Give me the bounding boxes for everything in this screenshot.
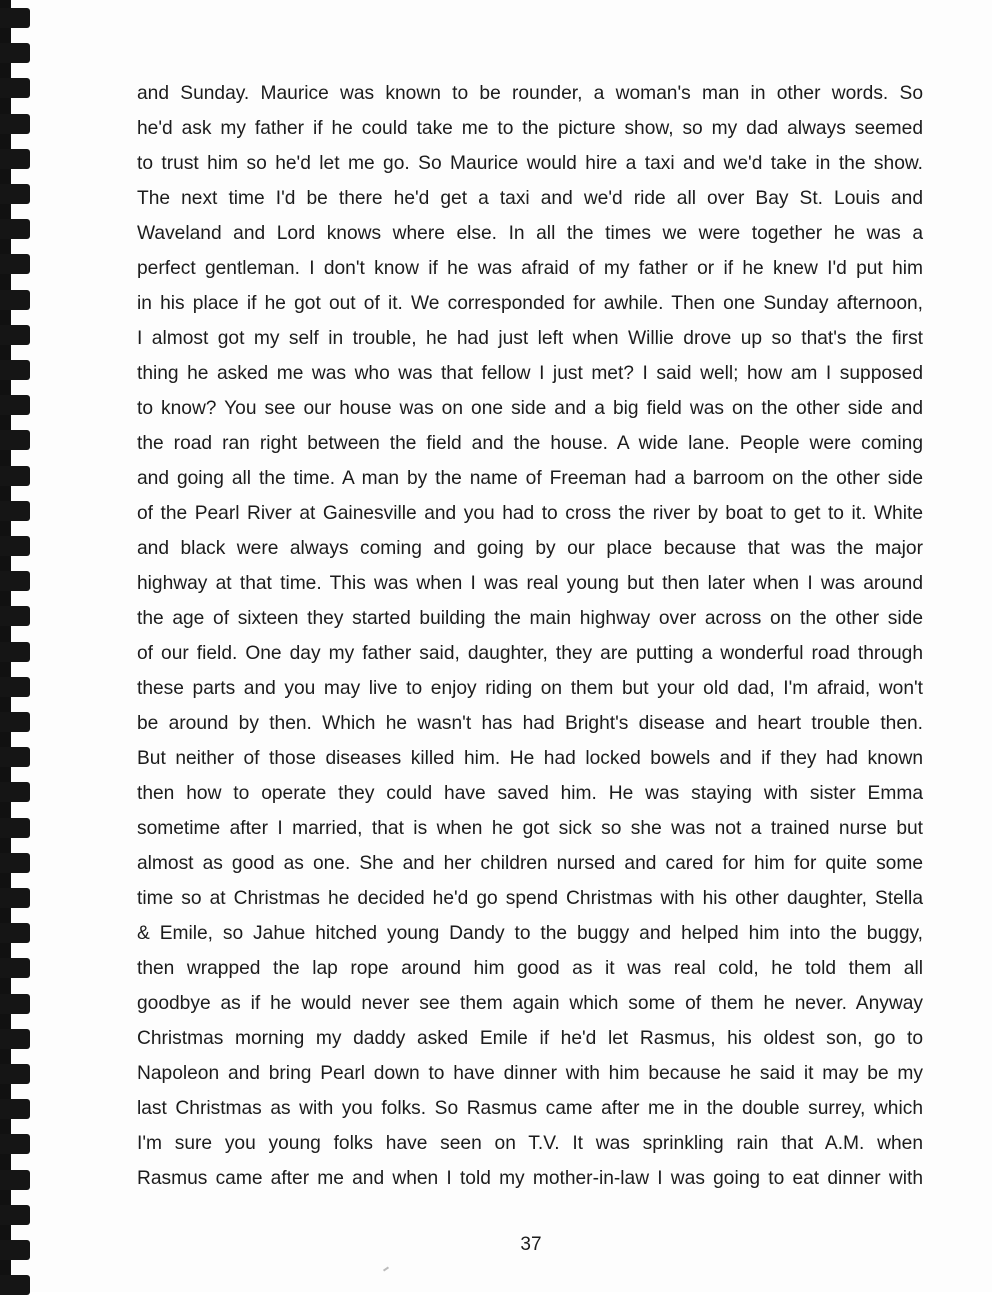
text-line: and black were always coming and going by our place because that was the major xyxy=(137,538,923,559)
binding-tooth xyxy=(0,430,30,450)
text-line: The next time I'd be there he'd get a taxi and we'd ride all over Bay St. Louis and xyxy=(137,188,923,209)
binding-tooth xyxy=(0,818,30,838)
text-line: thing he asked me was who was that fellow I just met? I said well; how am I supposed xyxy=(137,363,923,384)
text-line: he'd ask my father if he could take me to the picture show, so my dad always seemed xyxy=(137,118,923,139)
binding-tooth xyxy=(0,1275,30,1295)
binding-tooth xyxy=(0,782,30,802)
paper-speck xyxy=(383,1266,389,1271)
binding-tooth xyxy=(0,712,30,732)
text-line: and Sunday. Maurice was known to be rounder, a woman's man in other words. So xyxy=(137,83,923,104)
binding-tooth xyxy=(0,325,30,345)
binding-tooth xyxy=(0,923,30,943)
text-line: perfect gentleman. I don't know if he was afraid of my father or if he knew I'd put him xyxy=(137,258,923,279)
binding-tooth xyxy=(0,958,30,978)
text-line: the age of sixteen they started building the main highway over across on the other side xyxy=(137,608,923,629)
text-line: and going all the time. A man by the name of Freeman had a barroom on the other side xyxy=(137,468,923,489)
text-line: highway at that time. This was when I was real young but then later when I was around xyxy=(137,573,923,594)
binding-tooth xyxy=(0,888,30,908)
binding-tooth xyxy=(0,501,30,521)
binding-tooth xyxy=(0,1064,30,1084)
binding-tooth xyxy=(0,1029,30,1049)
binding-tooth xyxy=(0,114,30,134)
binding-tooth xyxy=(0,219,30,239)
page-number: 37 xyxy=(520,1234,542,1255)
text-line: goodbye as if he would never see them again which some of them he never. Anyway xyxy=(137,993,923,1014)
binding-tooth xyxy=(0,853,30,873)
binding-tooth xyxy=(0,78,30,98)
text-line: Napoleon and bring Pearl down to have dinner with him because he said it may be my xyxy=(137,1063,923,1084)
text-line: of the Pearl River at Gainesville and you had to cross the river by boat to get to it. White xyxy=(137,503,923,524)
text-line: these parts and you may live to enjoy riding on them but your old dad, I'm afraid, won't xyxy=(137,678,923,699)
text-line: last Christmas as with you folks. So Rasmus came after me in the double surrey, which xyxy=(137,1098,923,1119)
text-line: & Emile, so Jahue hitched young Dandy to the buggy and helped him into the buggy, xyxy=(137,923,923,944)
binding-tooth xyxy=(0,360,30,380)
spiral-binding xyxy=(0,0,34,1292)
binding-tooth xyxy=(0,994,30,1014)
text-line: of our field. One day my father said, daughter, they are putting a wonderful road through xyxy=(137,643,923,664)
text-line: then how to operate they could have saved him. He was staying with sister Emma xyxy=(137,783,923,804)
binding-tooth xyxy=(0,747,30,767)
binding-tooth xyxy=(0,184,30,204)
binding-tooth xyxy=(0,1134,30,1154)
binding-tooth xyxy=(0,8,30,28)
text-line: I'm sure you young folks have seen on T.V. It was sprinkling rain that A.M. when xyxy=(137,1133,923,1154)
binding-tooth xyxy=(0,571,30,591)
binding-tooth xyxy=(0,254,30,274)
text-line: Waveland and Lord knows where else. In all the times we were together he was a xyxy=(137,223,923,244)
text-line: almost as good as one. She and her children nursed and cared for him for quite some xyxy=(137,853,923,874)
text-line: then wrapped the lap rope around him good as it was real cold, he told them all xyxy=(137,958,923,979)
binding-tooth xyxy=(0,677,30,697)
binding-tooth xyxy=(0,395,30,415)
text-line: time so at Christmas he decided he'd go spend Christmas with his other daughter, Stella xyxy=(137,888,923,909)
text-line: be around by then. Which he wasn't has had Bright's disease and heart trouble then. xyxy=(137,713,923,734)
text-line: sometime after I married, that is when he got sick so she was not a trained nurse but xyxy=(137,818,923,839)
text-line: in his place if he got out of it. We corresponded for awhile. Then one Sunday afternoon, xyxy=(137,293,923,314)
binding-tooth xyxy=(0,43,30,63)
text-line: I almost got my self in trouble, he had just left when Willie drove up so that's the first xyxy=(137,328,923,349)
text-line: to know? You see our house was on one side and a big field was on the other side and xyxy=(137,398,923,419)
body-text xyxy=(137,76,923,1196)
binding-tooth xyxy=(0,642,30,662)
text-line: But neither of those diseases killed him. He had locked bowels and if they had known xyxy=(137,748,923,769)
text-line: to trust him so he'd let me go. So Maurice would hire a taxi and we'd take in the show. xyxy=(137,153,923,174)
binding-tooth xyxy=(0,606,30,626)
binding-tooth xyxy=(0,149,30,169)
binding-tooth xyxy=(0,1170,30,1190)
text-line: Christmas morning my daddy asked Emile if he'd let Rasmus, his oldest son, go to xyxy=(137,1028,923,1049)
binding-tooth xyxy=(0,466,30,486)
binding-tooth xyxy=(0,1099,30,1119)
text-line: Rasmus came after me and when I told my mother-in-law I was going to eat dinner with xyxy=(137,1168,923,1189)
text-line: the road ran right between the field and the house. A wide lane. People were coming xyxy=(137,433,923,454)
binding-tooth xyxy=(0,290,30,310)
binding-tooth xyxy=(0,536,30,556)
binding-tooth xyxy=(0,1205,30,1225)
